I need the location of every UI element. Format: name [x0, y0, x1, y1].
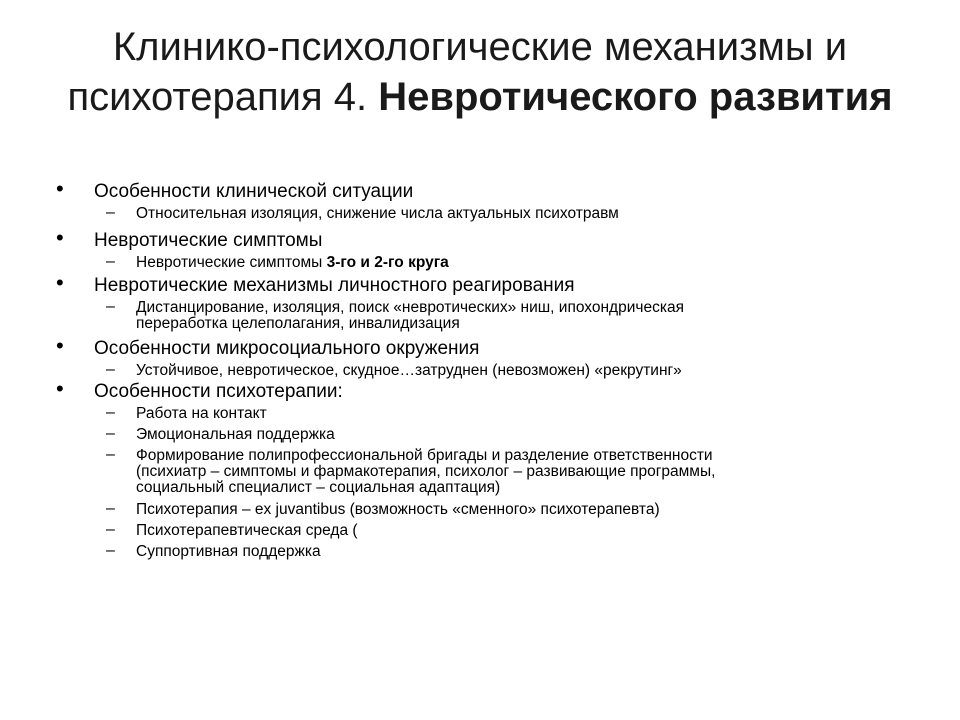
sub-item-text-line1: Формирование полипрофессиональной бригады и разделение ответственности — [136, 447, 713, 464]
sub-item — [56, 363, 856, 379]
sub-item — [56, 300, 856, 332]
sub-item — [56, 206, 856, 222]
bullet-text: Невротические механизмы личностного реагирования — [94, 275, 575, 296]
slide-title — [40, 22, 920, 122]
bullet-item — [56, 333, 856, 359]
bullet-item — [56, 376, 856, 402]
sub-item-text: Работа на контакт — [136, 405, 267, 422]
dash-marker: – — [106, 204, 115, 221]
sub-item-text: Относительная изоляция, снижение числа актуальных психотравм — [136, 205, 619, 222]
bullet-item — [56, 176, 856, 202]
bullet-text: Особенности психотерапии: — [94, 381, 343, 402]
dash-marker: – — [106, 542, 115, 559]
sub-item — [56, 544, 856, 560]
sub-item — [56, 502, 856, 518]
sub-item-text: Эмоциональная поддержка — [136, 426, 335, 443]
dash-marker: – — [106, 253, 115, 270]
slide-title-regular: Клинико-психологические механизмы и психотерапия 4. — [67, 25, 848, 119]
sub-item-text-line2: (психиатр – симптомы и фармакотерапия, психолог – развивающие программы, — [136, 463, 716, 480]
bullet-text: Особенности клинической ситуации — [94, 181, 414, 202]
sub-item — [56, 427, 856, 443]
dash-marker: – — [106, 404, 115, 421]
sub-item-text: Суппортивная поддержка — [136, 543, 321, 560]
bullet-marker: • — [56, 333, 64, 358]
dash-marker: – — [106, 521, 115, 538]
slide-title-bold: Невротического развития — [378, 75, 893, 119]
sub-item-text: Устойчивое, невротическое, скудное…затруднен (невозможен) «рекрутинг» — [136, 362, 682, 379]
dash-marker: – — [106, 425, 115, 442]
dash-marker: – — [106, 298, 115, 315]
dash-marker: – — [106, 446, 115, 463]
bullet-text: Невротические симптомы — [94, 230, 323, 251]
bullet-marker: • — [56, 225, 64, 250]
bullet-marker: • — [56, 270, 64, 295]
sub-item-bold-text: 3-го и 2-го круга — [326, 254, 449, 271]
sub-item — [56, 448, 856, 496]
bullet-item — [56, 225, 856, 251]
sub-item — [56, 406, 856, 422]
sub-item-text-line1: Дистанцирование, изоляция, поиск «невротических» ниш, ипохондрическая — [136, 299, 684, 316]
sub-item — [56, 523, 856, 539]
bullet-item — [56, 270, 856, 296]
sub-item-text-line2: переработка целеполагания, инвалидизация — [136, 315, 460, 332]
sub-item-text: Психотерапия – ex juvantibus (возможность «сменного» психотерапевта) — [136, 501, 660, 518]
dash-marker: – — [106, 361, 115, 378]
sub-item-text: Невротические симптомы — [136, 254, 327, 271]
bullet-marker: • — [56, 376, 64, 401]
bullet-marker: • — [56, 176, 64, 201]
sub-item — [56, 255, 856, 271]
sub-item-text: Психотерапевтическая среда ( — [136, 522, 358, 539]
sub-item-text-line3: социальный специалист – социальная адаптация) — [136, 479, 501, 496]
bullet-text: Особенности микросоциального окружения — [94, 338, 480, 359]
dash-marker: – — [106, 500, 115, 517]
slide-content — [56, 178, 856, 560]
